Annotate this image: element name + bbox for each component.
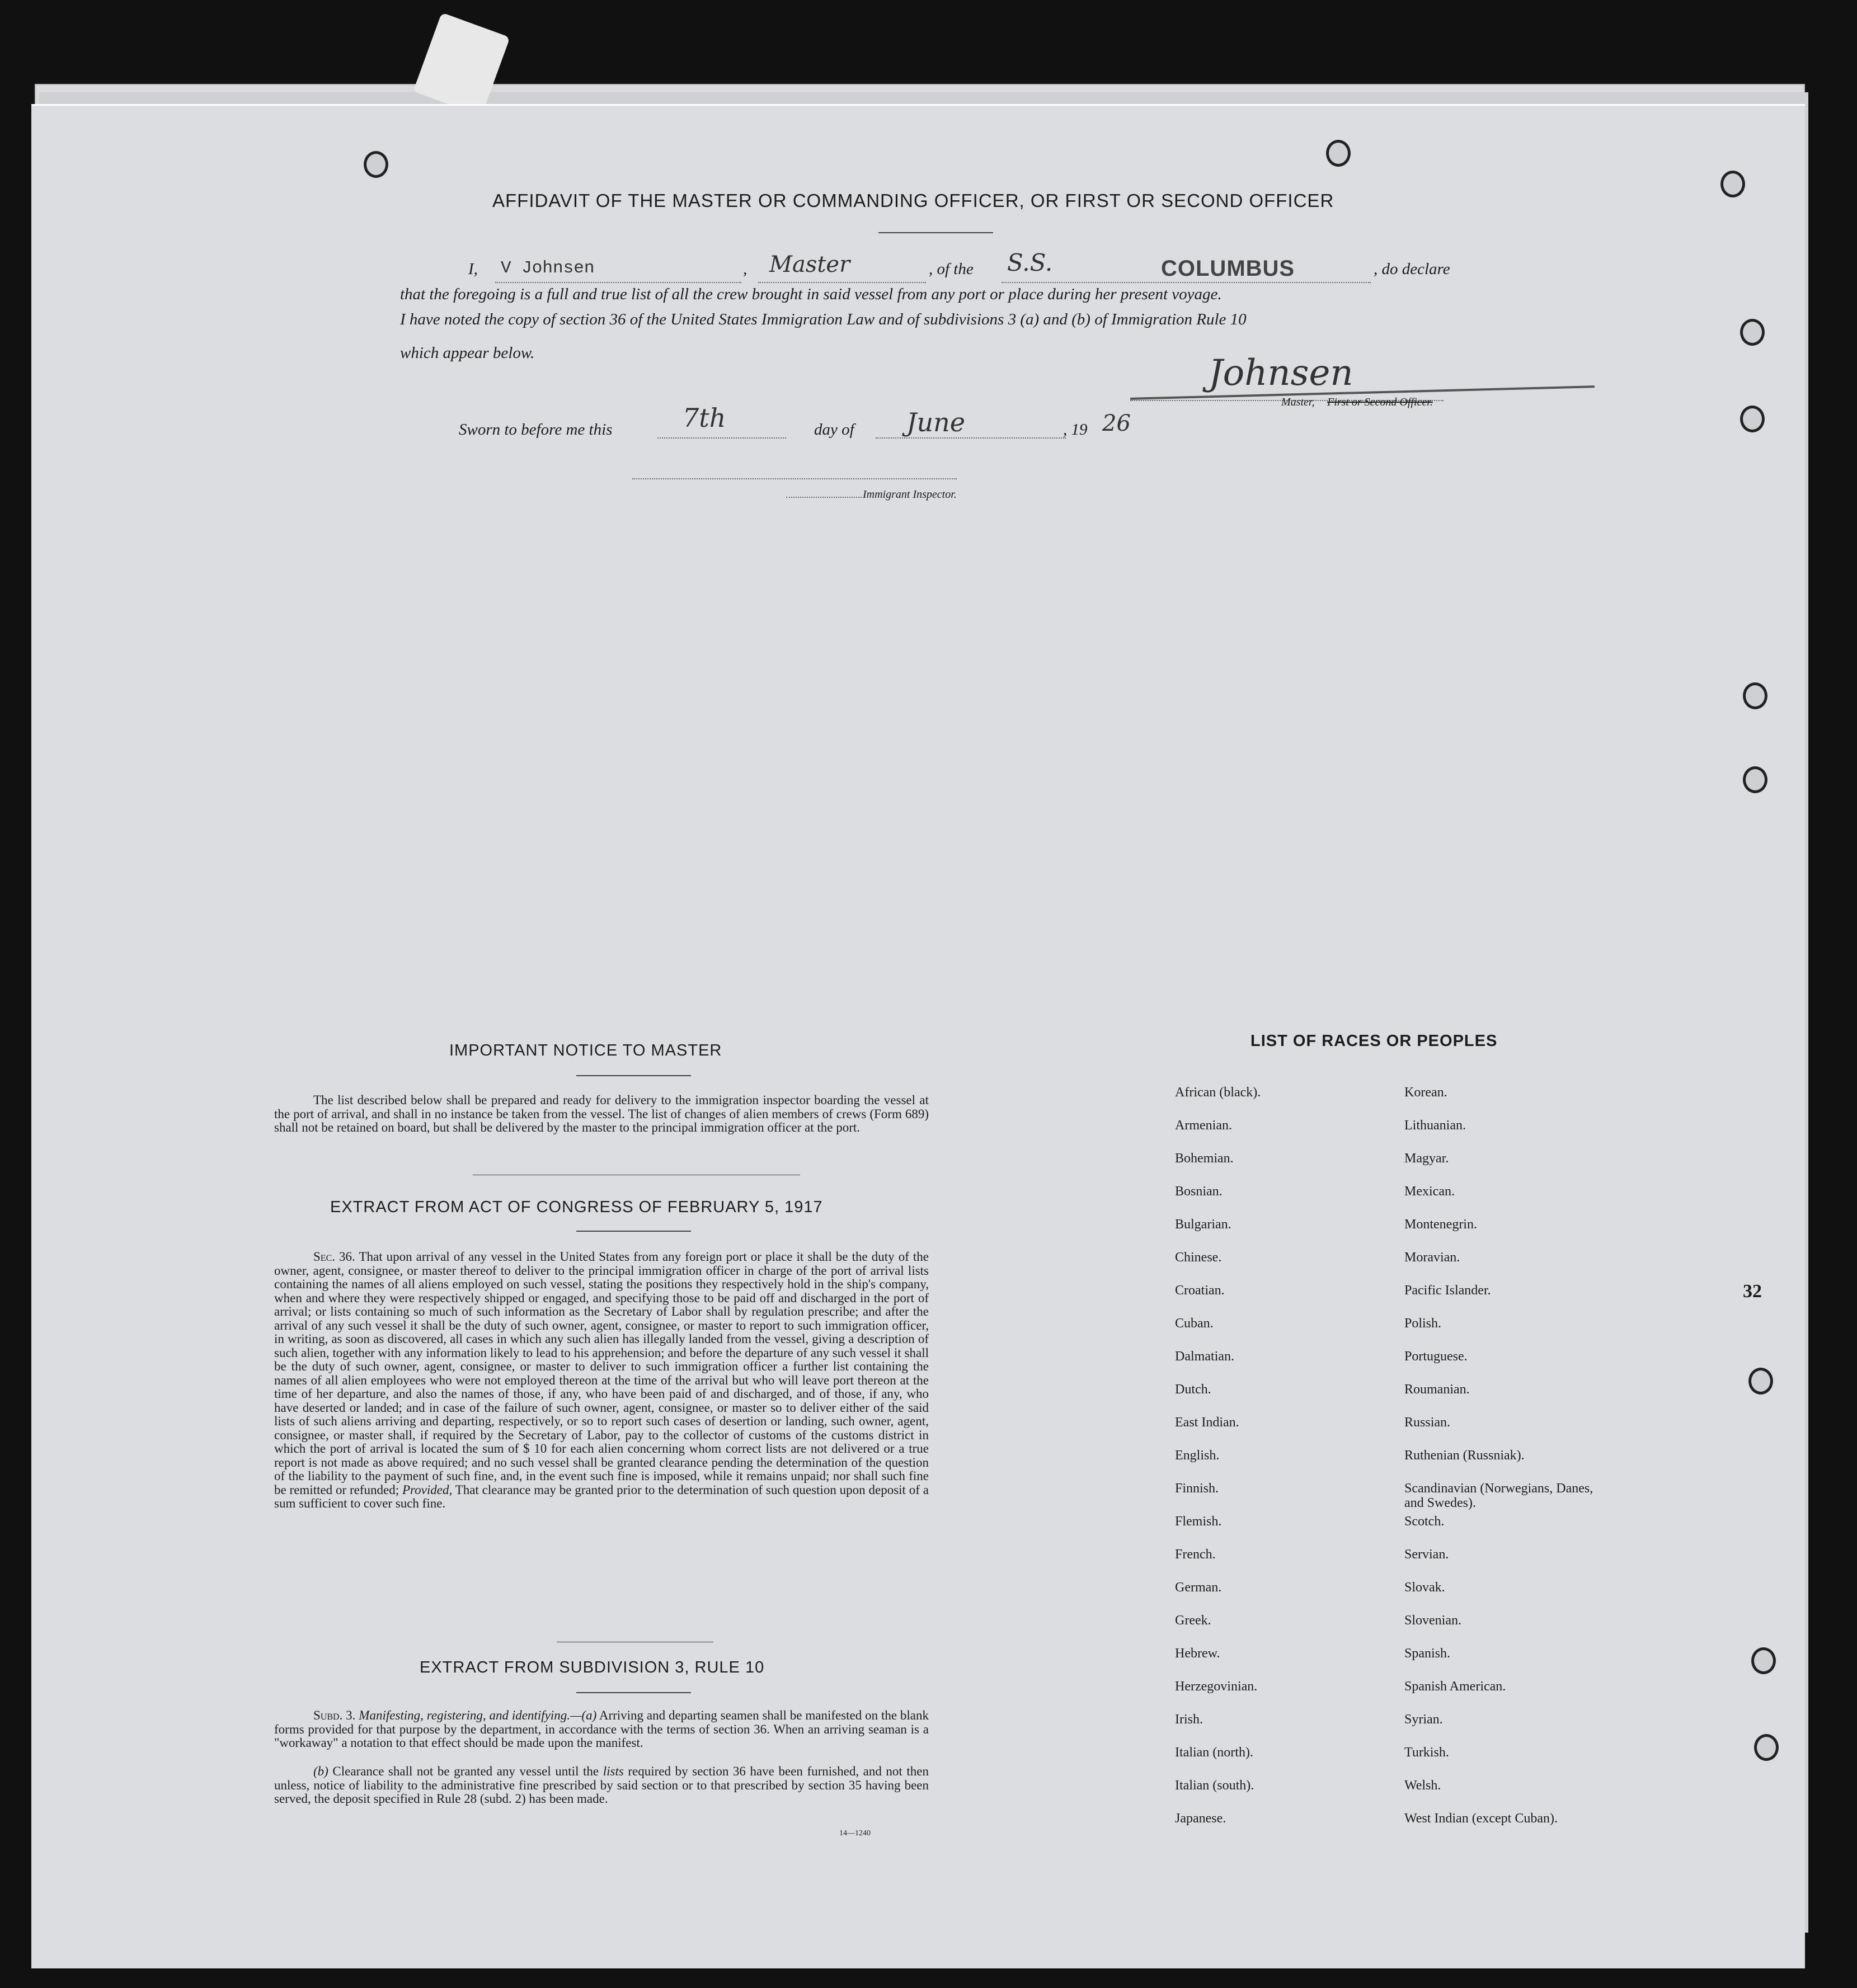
divider — [576, 1075, 691, 1076]
document-page — [31, 104, 1805, 1968]
race-item: Polish. — [1404, 1316, 1442, 1331]
vessel-line — [1002, 282, 1371, 283]
race-item: Japanese. — [1175, 1811, 1226, 1826]
race-item: Spanish. — [1404, 1646, 1451, 1661]
race-item: Ruthenian (Russniak). — [1404, 1448, 1525, 1463]
race-item: Finnish. — [1175, 1481, 1219, 1496]
rule-text-a — [274, 1709, 929, 1750]
race-item: Herzegovinian. — [1175, 1679, 1258, 1694]
punch-hole — [1743, 682, 1767, 709]
vessel-name: COLUMBUS — [1161, 256, 1295, 281]
struck-caption: First or Second Officer. — [1327, 396, 1433, 408]
master-caption: Master, — [1281, 396, 1315, 408]
race-item: Dalmatian. — [1175, 1349, 1234, 1364]
rule-title: EXTRACT FROM SUBDIVISION 3, RULE 10 — [420, 1659, 765, 1676]
race-item: English. — [1175, 1448, 1220, 1463]
punch-hole — [1326, 140, 1351, 167]
punch-hole — [1754, 1734, 1779, 1761]
master-name: V Johnsen — [501, 258, 595, 278]
day-line — [657, 437, 786, 439]
race-item: Korean. — [1404, 1085, 1447, 1100]
i-label: I, — [468, 260, 478, 278]
rule-b-text-1: Clearance shall not be granted any vessel until the — [332, 1764, 599, 1778]
punch-hole — [1740, 406, 1765, 432]
day-of-label: day of — [814, 421, 854, 439]
rule-b-label: (b) — [313, 1764, 328, 1778]
do-declare: , do declare — [1374, 260, 1450, 278]
act-sec-label: Sec. 36. — [313, 1250, 355, 1264]
race-item: French. — [1175, 1547, 1216, 1562]
punch-hole — [1740, 319, 1765, 346]
rule-a-text: Arriving and departing seamen shall be manifested on the blank forms provided for that purpose by the department, in accordance with the terms of section 36. When an arriving seaman is a "workaway" a notation to that effect should be made upon the manifest. — [274, 1708, 929, 1750]
race-item: Greek. — [1175, 1613, 1211, 1628]
race-item: Mexican. — [1404, 1184, 1455, 1199]
race-item: Spanish American. — [1404, 1679, 1506, 1694]
race-item: Syrian. — [1404, 1712, 1443, 1727]
year-value: 26 — [1102, 411, 1131, 436]
comma: , — [743, 260, 747, 278]
form-number: 14—1240 — [839, 1829, 871, 1838]
race-item: Montenegrin. — [1404, 1217, 1477, 1232]
sworn-label: Sworn to before me this — [459, 421, 613, 439]
race-item: Bulgarian. — [1175, 1217, 1231, 1232]
punch-hole — [1751, 1647, 1776, 1674]
punch-hole — [1748, 1368, 1773, 1395]
year-prefix: , 19 — [1063, 421, 1088, 439]
affidavit-title: AFFIDAVIT OF THE MASTER OR COMMANDING OFFICER, OR FIRST OR SECOND OFFICER — [492, 190, 1334, 211]
race-item: Roumanian. — [1404, 1382, 1470, 1397]
rule-text-b — [274, 1765, 929, 1806]
inspector-caption-line — [786, 497, 862, 498]
rule-b-text-2: required by section 36 have been furnished, and not then unless, notice of liability to the administrative fine prescribed by said section or to that prescribed by section 35 having been served, the deposit specified in Rule 28 (subd. 2) has been made. — [274, 1764, 929, 1806]
month-line — [876, 437, 1066, 439]
race-item: Bohemian. — [1175, 1151, 1234, 1166]
race-item: Bosnian. — [1175, 1184, 1223, 1199]
race-item: East Indian. — [1175, 1415, 1239, 1430]
race-item: Russian. — [1404, 1415, 1451, 1430]
race-item: Welsh. — [1404, 1778, 1441, 1793]
punch-hole — [1743, 766, 1767, 793]
race-item: Chinese. — [1175, 1250, 1222, 1265]
race-item: Pacific Islander. — [1404, 1283, 1491, 1298]
margin-mark: 32 — [1743, 1281, 1762, 1302]
inspector-signature-line — [632, 478, 957, 479]
race-item: Scandinavian (Norwegians, Danes, and Swedes). — [1404, 1481, 1593, 1510]
rule-subd-label: Subd. 3. — [313, 1708, 356, 1722]
race-item: Magyar. — [1404, 1151, 1449, 1166]
affidavit-line-4: which appear below. — [400, 344, 535, 362]
rule-a-label: —(a) — [570, 1708, 597, 1722]
race-item: Irish. — [1175, 1712, 1203, 1727]
race-item: Armenian. — [1175, 1118, 1232, 1133]
inspector-caption: Immigrant Inspector. — [863, 488, 957, 501]
race-item: Slovenian. — [1404, 1613, 1461, 1628]
act-provided: Provided, — [402, 1482, 453, 1497]
name-line — [495, 282, 741, 283]
day-value: 7th — [683, 403, 726, 433]
rule-b-lists: lists — [603, 1764, 624, 1778]
divider — [878, 232, 993, 233]
race-item: Croatian. — [1175, 1283, 1225, 1298]
divider — [576, 1692, 691, 1693]
race-item: Turkish. — [1404, 1745, 1449, 1760]
notice-text: The list described below shall be prepared and ready for delivery to the immigration inspector boarding the vessel at the port of arrival, and shall in no instance be taken from the vessel. The list of changes of alien members of crews (Form 689) shall not be retained on board, but shall be delivered by the master to the principal immigration officer at the port. — [274, 1093, 929, 1134]
signature: Johnsen — [1209, 352, 1353, 394]
master-rank: Master — [769, 252, 850, 277]
race-item: Dutch. — [1175, 1382, 1211, 1397]
race-item: Servian. — [1404, 1547, 1449, 1562]
race-item: Italian (south). — [1175, 1778, 1254, 1793]
race-item: Flemish. — [1175, 1514, 1222, 1529]
month-value: June — [906, 407, 965, 437]
race-item: Lithuanian. — [1404, 1118, 1466, 1133]
race-item: West Indian (except Cuban). — [1404, 1811, 1558, 1826]
notice-title: IMPORTANT NOTICE TO MASTER — [449, 1042, 722, 1059]
rule-heading: Manifesting, registering, and identifying. — [359, 1708, 570, 1722]
race-item: Italian (north). — [1175, 1745, 1253, 1760]
of-the-label: , of the — [929, 260, 974, 278]
race-item: German. — [1175, 1580, 1222, 1595]
race-item: Portuguese. — [1404, 1349, 1468, 1364]
rank-line — [758, 282, 926, 283]
race-item: Cuban. — [1175, 1316, 1214, 1331]
act-text — [274, 1250, 929, 1511]
races-title: LIST OF RACES OR PEOPLES — [1250, 1032, 1498, 1050]
race-item: Scotch. — [1404, 1514, 1445, 1529]
affidavit-line-2: that the foregoing is a full and true list of all the crew brought in said vessel from any port or place during her present voyage. — [400, 285, 1222, 303]
vessel-prefix: S.S. — [1007, 249, 1053, 276]
affidavit-line-3: I have noted the copy of section 36 of the United States Immigration Law and of subdivisions 3 (a) and (b) of Immigration Rule 10 — [400, 310, 1247, 328]
act-body: That upon arrival of any vessel in the United States from any foreign port or place it shall be the duty of the owner, agent, consignee, or master thereof to deliver to the principal immigration officer in charge of the port of arrival lists containing the names of all aliens employed on such vessel, stating the positions they respectively hold in the ship's company, when and where they were respectively shipped or engaged, and specifying those to be paid off and discharged in the port of arrival; or lists containing so much of such information as the Secretary of Labor shall by regulation prescribe; and after the arrival of any such vessel it shall be the duty of such owner, agent, consignee, or master to report to such immigration officer, in writing, as soon as discovered, all cases in which any such alien has illegally landed from the vessel, giving a description of such alien, together with any information likely to lead to his apprehension; and before the departure of any such vessel it shall be the duty of such owner, agent, consignee, or master to deliver to such immigration officer a further list containing the names of all alien employees who were not employed thereon at the time of the arrival but who will leave port thereon at the time of her departure, and also the names of those, if any, who have been paid of and discharged, and of those, if any, who have deserted or landed; and in case of the failure of such owner, agent, consignee, or master so to deliver either of the said lists of such aliens arriving and departing, respectively, or so to report such cases of desertion or landing, such owner, agent, consignee, or master shall, if required by the Secretary of Labor, pay to the collector of customs of the customs district in which the port of arrival is located the sum of $ 10 for each alien concerning whom correct lists are not delivered or a true report is not made as above required; and no such vessel shall be granted clearance pending the determination of the question of the liability to the payment of such fine, and, in the event such fine is imposed, while it remains unpaid; nor shall such fine be remitted or refunded; — [274, 1250, 929, 1497]
punch-hole — [364, 151, 388, 178]
punch-hole — [1720, 171, 1745, 197]
act-title: EXTRACT FROM ACT OF CONGRESS OF FEBRUARY 5, 1917 — [330, 1198, 823, 1216]
race-item: Moravian. — [1404, 1250, 1460, 1265]
divider — [576, 1231, 691, 1232]
race-item: African (black). — [1175, 1085, 1261, 1100]
race-item: Hebrew. — [1175, 1646, 1220, 1661]
act-body-end: That clearance may be granted prior to the determination of such question upon deposit of a sum sufficient to cover such fine. — [274, 1482, 929, 1510]
race-item: Slovak. — [1404, 1580, 1445, 1595]
